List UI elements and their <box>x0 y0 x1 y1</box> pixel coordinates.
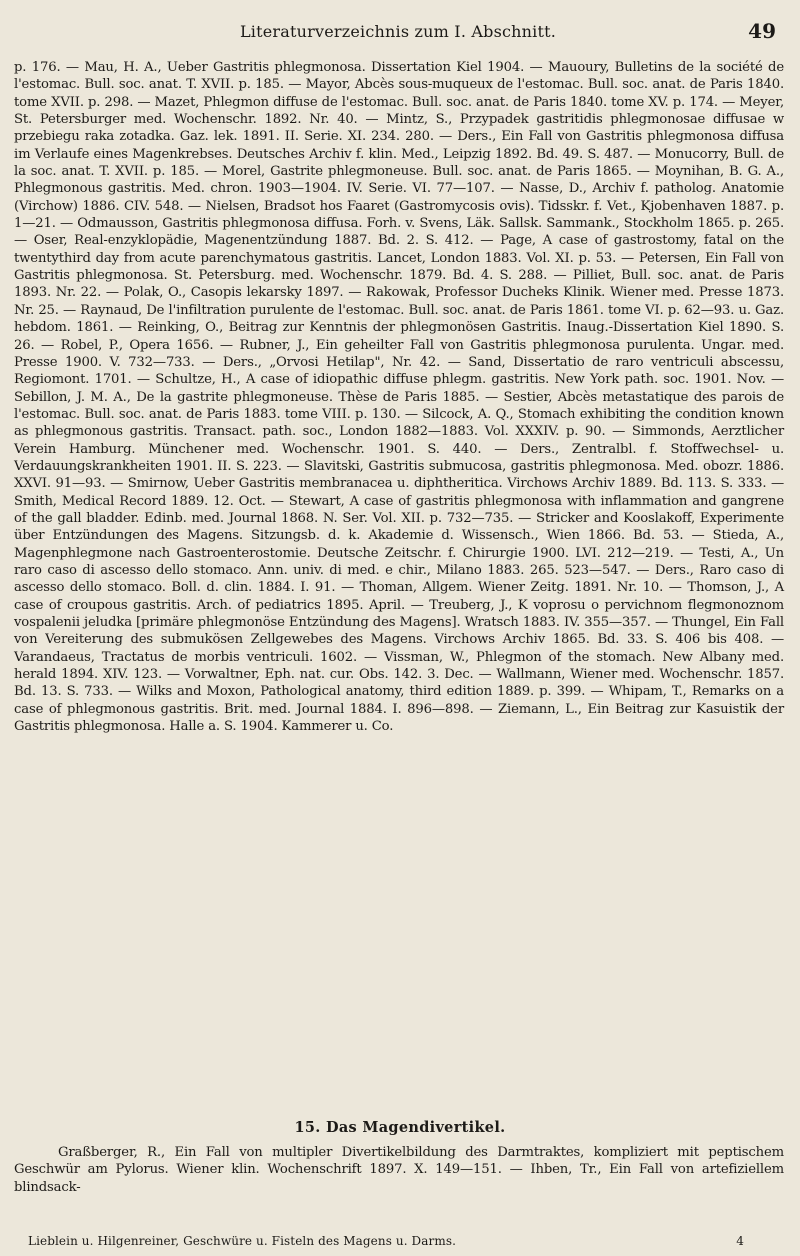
section-body <box>14 1144 784 1196</box>
references-block: p. 176. — Mau, H. A., Ueber Gastritis phlegmonosa. Dissertation Kiel 1904. — Mauoury, Bulletins de la société de l'estomac. Bull. soc. anat. T. XVII. p. 185. — Mayor, Abcès sous-muqueux de l'estomac. Bull. soc. anat. de Paris 1840. tome XVII. p. 298. — Mazet, Phlegmon diffuse de l'estomac. Bull. soc. anat. de Paris 1840. tome XV. p. 174. — Meyer, St. Petersburger med. Wochenschr. 1892. Nr. 40. — Mintz, S., Przypadek gastritidis phlegmonosae diffusae w przebiegu raka zotadka. Gaz. lek. 1891. II. Serie. XI. 234. 280. — Ders., Ein Fall von Gastritis phlegmonosa diffusa im Verlaufe eines Magenkrebses. Deutsches Archiv f. klin. Med., Leipzig 1892. Bd. 49. S. 487. — Monucorry, Bull. de la soc. anat. T. XVII. p. 185. — Morel, Gastrite phlegmoneuse. Bull. soc. anat. de Paris 1865. — Moynihan, B. G. A., Phlegmonous gastritis. Med. chron. 1903—1904. IV. Serie. VI. 77—107. — Nasse, D., Archiv f. patholog. Anatomie (Virchow) 1886. CIV. 548. — Nielsen, Bradsot hos Faaret (Gastromycosis ovis). Tidsskr. f. Vet., Kjobenhaven 1887. p. 1—21. — Odmausson, Gastritis phlegmonosa diffusa. Forh. v. Svens, Läk. Sallsk. Sammank., Stockholm 1865. p. 265. — Oser, Real-enzyklopädie, Magenentzündung 1887. Bd. 2. S. 412. — Page, A case of gastrostomy, fatal on the twentythird day from acute parenchymatous gastritis. Lancet, London 1883. Vol. XI. p. 53. — Petersen, Ein Fall von Gastritis phlegmonosa. St. Petersburg. med. Wochenschr. 1879. Bd. 4. S. 288. — Pilliet, Bull. soc. anat. de Paris 1893. Nr. 22. — Polak, O., Casopis lekarsky 1897. — Rakowak, Professor Ducheks Klinik. Wiener med. Presse 1873. Nr. 25. — Raynaud, De l'infiltration purulente de l'estomac. Bull. soc. anat. de Paris 1861. tome VI. p. 62—93. u. Gaz. hebdom. 1861. — Reinking, O., Beitrag zur Kenntnis der phlegmonösen Gastritis. Inaug.-Dissertation Kiel 1890. S. 26. — Robel, P., Opera 1656. — Rubner, J., Ein geheilter Fall von Gastritis phlegmonosa purulenta. Ungar. med. Presse 1900. V. 732—733. — Ders., „Orvosi Hetilap", Nr. 42. — Sand, Dissertatio de raro ventriculi abscessu, Regiomont. 1701. — Schultze, H., A case of idiopathic diffuse phlegm. gastritis. New York path. soc. 1901. Nov. — Sebillon, J. M. A., De la gastrite phlegmoneuse. Thèse de Paris 1885. — Sestier, Abcès metastatique des parois de l'estomac. Bull. soc. anat. de Paris 1883. tome VIII. p. 130. — Silcock, A. Q., Stomach exhibiting the condition known as phlegmonous gastritis. Transact. path. soc., London 1882—1883. Vol. XXXIV. p. 90. — Simmonds, Aerztlicher Verein Hamburg. Münchener med. Wochenschr. 1901. S. 440. — Ders., Zentralbl. f. Stoffwechsel- u. Verdauungskrankheiten 1901. II. S. 223. — Slavitski, Gastritis submucosa, gastritis phlegmonosa. Med. obozr. 1886. XXVI. 91—93. — Smirnow, Ueber Gastritis membranacea u. diphtheritica. Virchows Archiv 1889. Bd. 113. S. 333. — Smith, Medical Record 1889. 12. Oct. — Stewart, A case of gastritis phlegmonosa with inflammation and gangrene of the gall bladder. Edinb. med. Journal 1868. N. Ser. Vol. XII. p. 732—735. — Stricker and Kooslakoff, Experimente über Entzündungen des Magens. Sitzungsb. d. k. Akademie d. Wissensch., Wien 1866. Bd. 53. — Stieda, A., Magenphlegmone nach Gastroenterostomie. Deutsche Zeitschr. f. Chirurgie 1900. LVI. 212—219. — Testi, A., Un raro caso di ascesso dello stomaco. Ann. univ. di med. e chir., Milano 1883. 265. 523—547. — Ders., Raro caso di ascesso dello stomaco. Boll. d. clin. 1884. I. 91. — Thoman, Allgem. Wiener Zeitg. 1891. Nr. 10. — Thomson, J., A case of croupous gastritis. Arch. of pediatrics 1895. April. — Treuberg, J., K voprosu o pervichnom flegmonoznom vospalenii jeludka [primäre phlegmonöse Entzündung des Magens]. Wratsch 1883. IV. 355—357. — Thungel, Ein Fall von Vereiterung des submukösen Zellgewebes des Magens. Virchows Archiv 1865. Bd. 33. S. 406 bis 408. — Varandaeus, Tractatus de morbis ventriculi. 1602. — Vissman, W., Phlegmon of the stomach. New Albany med. herald 1894. XIV. 123. — Vorwaltner, Eph. nat. cur. Obs. 142. 3. Dec. — Wallmann, Wiener med. Wochenschr. 1857. Bd. 13. S. 733. — Wilks and Moxon, Pathological anatomy, third edition 1889. p. 399. — Whipam, T., Remarks on a case of phlegmonous gastritis. Brit. med. Journal 1884. I. 896—898. — Ziemann, L., Ein Beitrag zur Kasuistik der Gastritis phlegmonosa. Halle a. S. 1904. Kammerer u. Co. <box>14 60 784 735</box>
running-title: Literaturverzeichnis zum I. Abschnitt. <box>239 22 557 41</box>
page-header <box>20 19 776 48</box>
section-paragraph: Graßberger, R., Ein Fall von multipler Divertikelbildung des Darmtraktes, kompliziert mit peptischem Geschwür am Pylorus. Wiener klin. Wochenschrift 1897. X. 149—151. — Ihben, Tr., Ein Fall von artefiziellem blindsack- <box>14 1145 784 1195</box>
page-footer <box>28 1234 774 1248</box>
signature-line: Lieblein u. Hilgenreiner, Geschwüre u. Fisteln des Magens u. Darms. <box>28 1234 457 1248</box>
section-heading: 15. Das Magendivertikel. <box>294 1119 506 1136</box>
sheet-number: 4 <box>736 1234 744 1248</box>
page-number: 49 <box>748 19 776 43</box>
